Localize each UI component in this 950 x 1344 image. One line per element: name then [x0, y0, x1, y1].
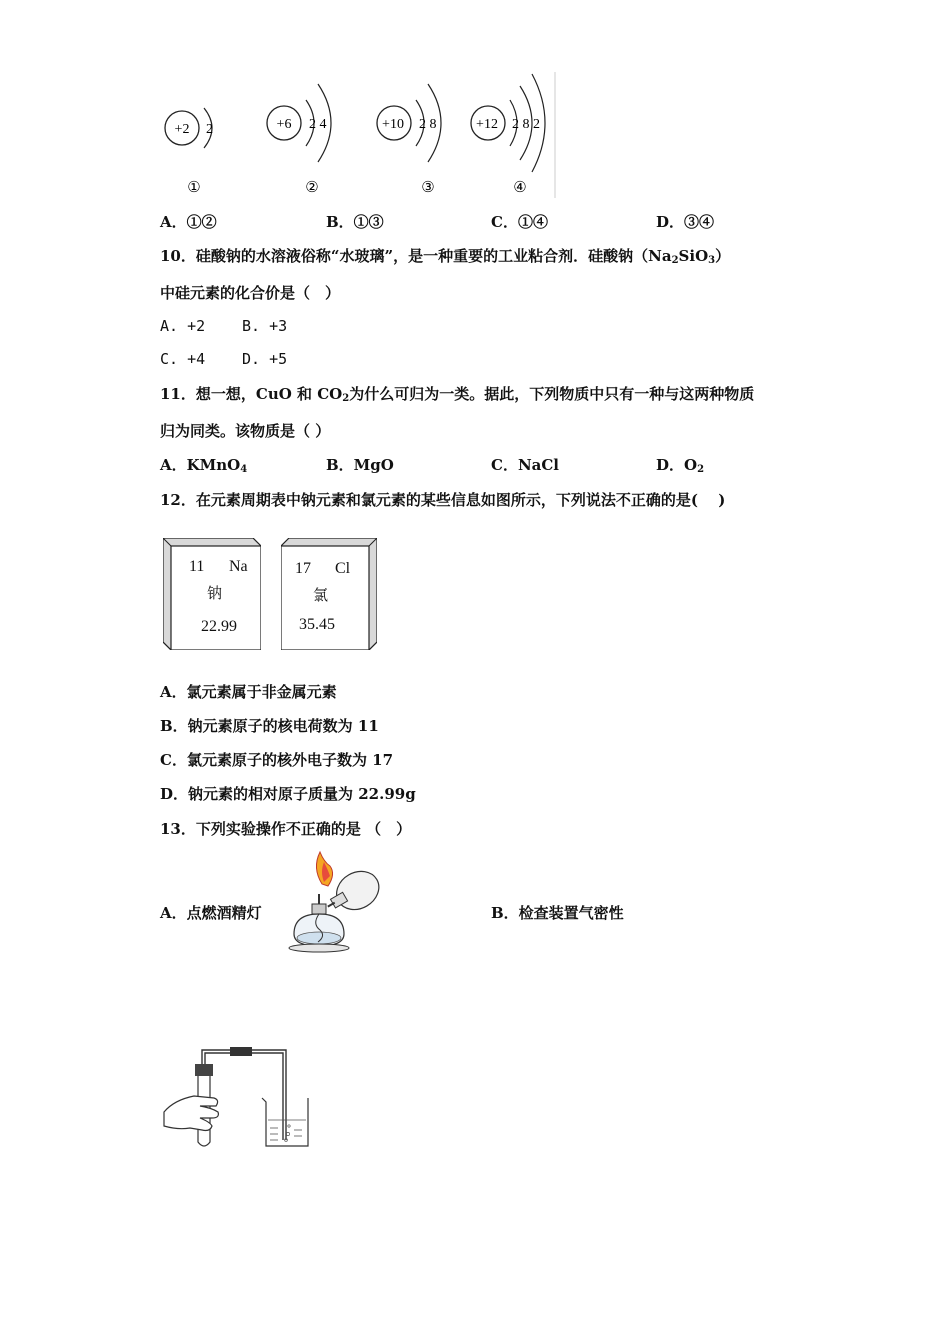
na-name: 钠 [207, 584, 223, 602]
atom-3-label: ③ [421, 178, 435, 196]
element-card-na [163, 538, 261, 650]
atom-2-nucleus: +6 [276, 117, 292, 132]
atom-2-shells: 2 4 [309, 117, 327, 132]
q10-option-d: D. +5 [242, 350, 288, 368]
q10-sub-1: 2 [671, 255, 679, 266]
atom-2-label: ② [305, 178, 319, 196]
atom-diagram-1 [165, 108, 213, 196]
atom-3-nucleus: +10 [382, 117, 404, 132]
q13-option-a: A．点燃酒精灯 [160, 904, 262, 922]
q12-stem: 12．在元素周期表中钠元素和氯元素的某些信息如图所示，下列说法不正确的是( ) [160, 491, 726, 509]
alcohol-lamp-illustration [284, 848, 384, 954]
q10-option-c: C. +4 [160, 350, 206, 368]
q11-stem-line2: 归为同类。该物质是（ ） [160, 422, 331, 440]
q11-option-d-text: D．O [656, 456, 698, 474]
q12-option-b: B．钠元素原子的核电荷数为 11 [160, 717, 379, 735]
atom-4-shells: 2 8 2 [512, 117, 540, 132]
q11-stem-text-b: 为什么可归为一类。据此，下列物质中只有一种与这两种物质 [349, 385, 755, 403]
q9-option-c: C．①④ [491, 213, 548, 231]
q12-option-d: D．钠元素的相对原子质量为 22.99g [160, 785, 416, 803]
q13-stem: 13．下列实验操作不正确的是 （ ） [160, 820, 412, 838]
na-mass: 22.99 [201, 618, 237, 635]
q10-sub-2: 3 [708, 255, 716, 266]
q9-option-b: B．①③ [326, 213, 384, 231]
q11-option-d-sub: 2 [697, 464, 705, 475]
atom-4-label: ④ [513, 178, 527, 196]
q10-stem-text-a: 10．硅酸钠的水溶液俗称“水玻璃”，是一种重要的工业粘合剂．硅酸钠（Na [160, 247, 672, 265]
na-symbol: Na [229, 558, 248, 575]
q11-stem-line1 [160, 383, 754, 404]
atom-diagram-4 [471, 74, 545, 196]
airtightness-check-illustration [160, 1040, 320, 1154]
element-card-cl [281, 538, 377, 650]
q11-option-a-text: A．KMnO [160, 456, 241, 474]
atom-diagram-3 [377, 84, 441, 196]
q11-sub: 2 [342, 393, 350, 404]
q11-option-d [656, 454, 704, 475]
q11-option-b: B．MgO [326, 456, 394, 474]
atom-1-shells: 2 [206, 122, 213, 137]
q11-option-a [160, 454, 247, 475]
q12-option-c: C．氯元素原子的核外电子数为 17 [160, 751, 394, 769]
q10-stem-text-b: SiO [678, 247, 709, 265]
cl-mass: 35.45 [299, 616, 335, 633]
atom-diagram-2 [267, 84, 331, 196]
q9-option-a: A．①② [160, 213, 217, 231]
q10-stem-text-c: ） [715, 247, 731, 265]
atom-3-shells: 2 8 [419, 117, 437, 132]
q10-stem-line1 [160, 245, 730, 266]
q12-option-a: A．氯元素属于非金属元素 [160, 683, 337, 701]
cl-atomic-number: 17 [295, 560, 311, 577]
q10-stem-line2: 中硅元素的化合价是（ ） [160, 284, 341, 302]
q11-option-a-sub: 4 [240, 464, 248, 475]
q13-option-b: B．检查装置气密性 [491, 904, 624, 922]
atom-1-nucleus: +2 [174, 122, 190, 137]
atom-1-label: ① [187, 178, 201, 196]
q10-option-b: B. +3 [242, 317, 288, 335]
cl-name: 氯 [313, 586, 329, 604]
cl-symbol: Cl [335, 560, 351, 577]
atom-structure-figure [160, 72, 556, 198]
na-atomic-number: 11 [189, 558, 205, 575]
q10-option-a: A. +2 [160, 317, 206, 335]
q11-stem-text-a: 11．想一想，CuO 和 CO [160, 385, 343, 403]
q11-option-c: C．NaCl [491, 456, 560, 474]
q9-option-d: D．③④ [656, 213, 715, 231]
atom-4-nucleus: +12 [476, 117, 498, 132]
